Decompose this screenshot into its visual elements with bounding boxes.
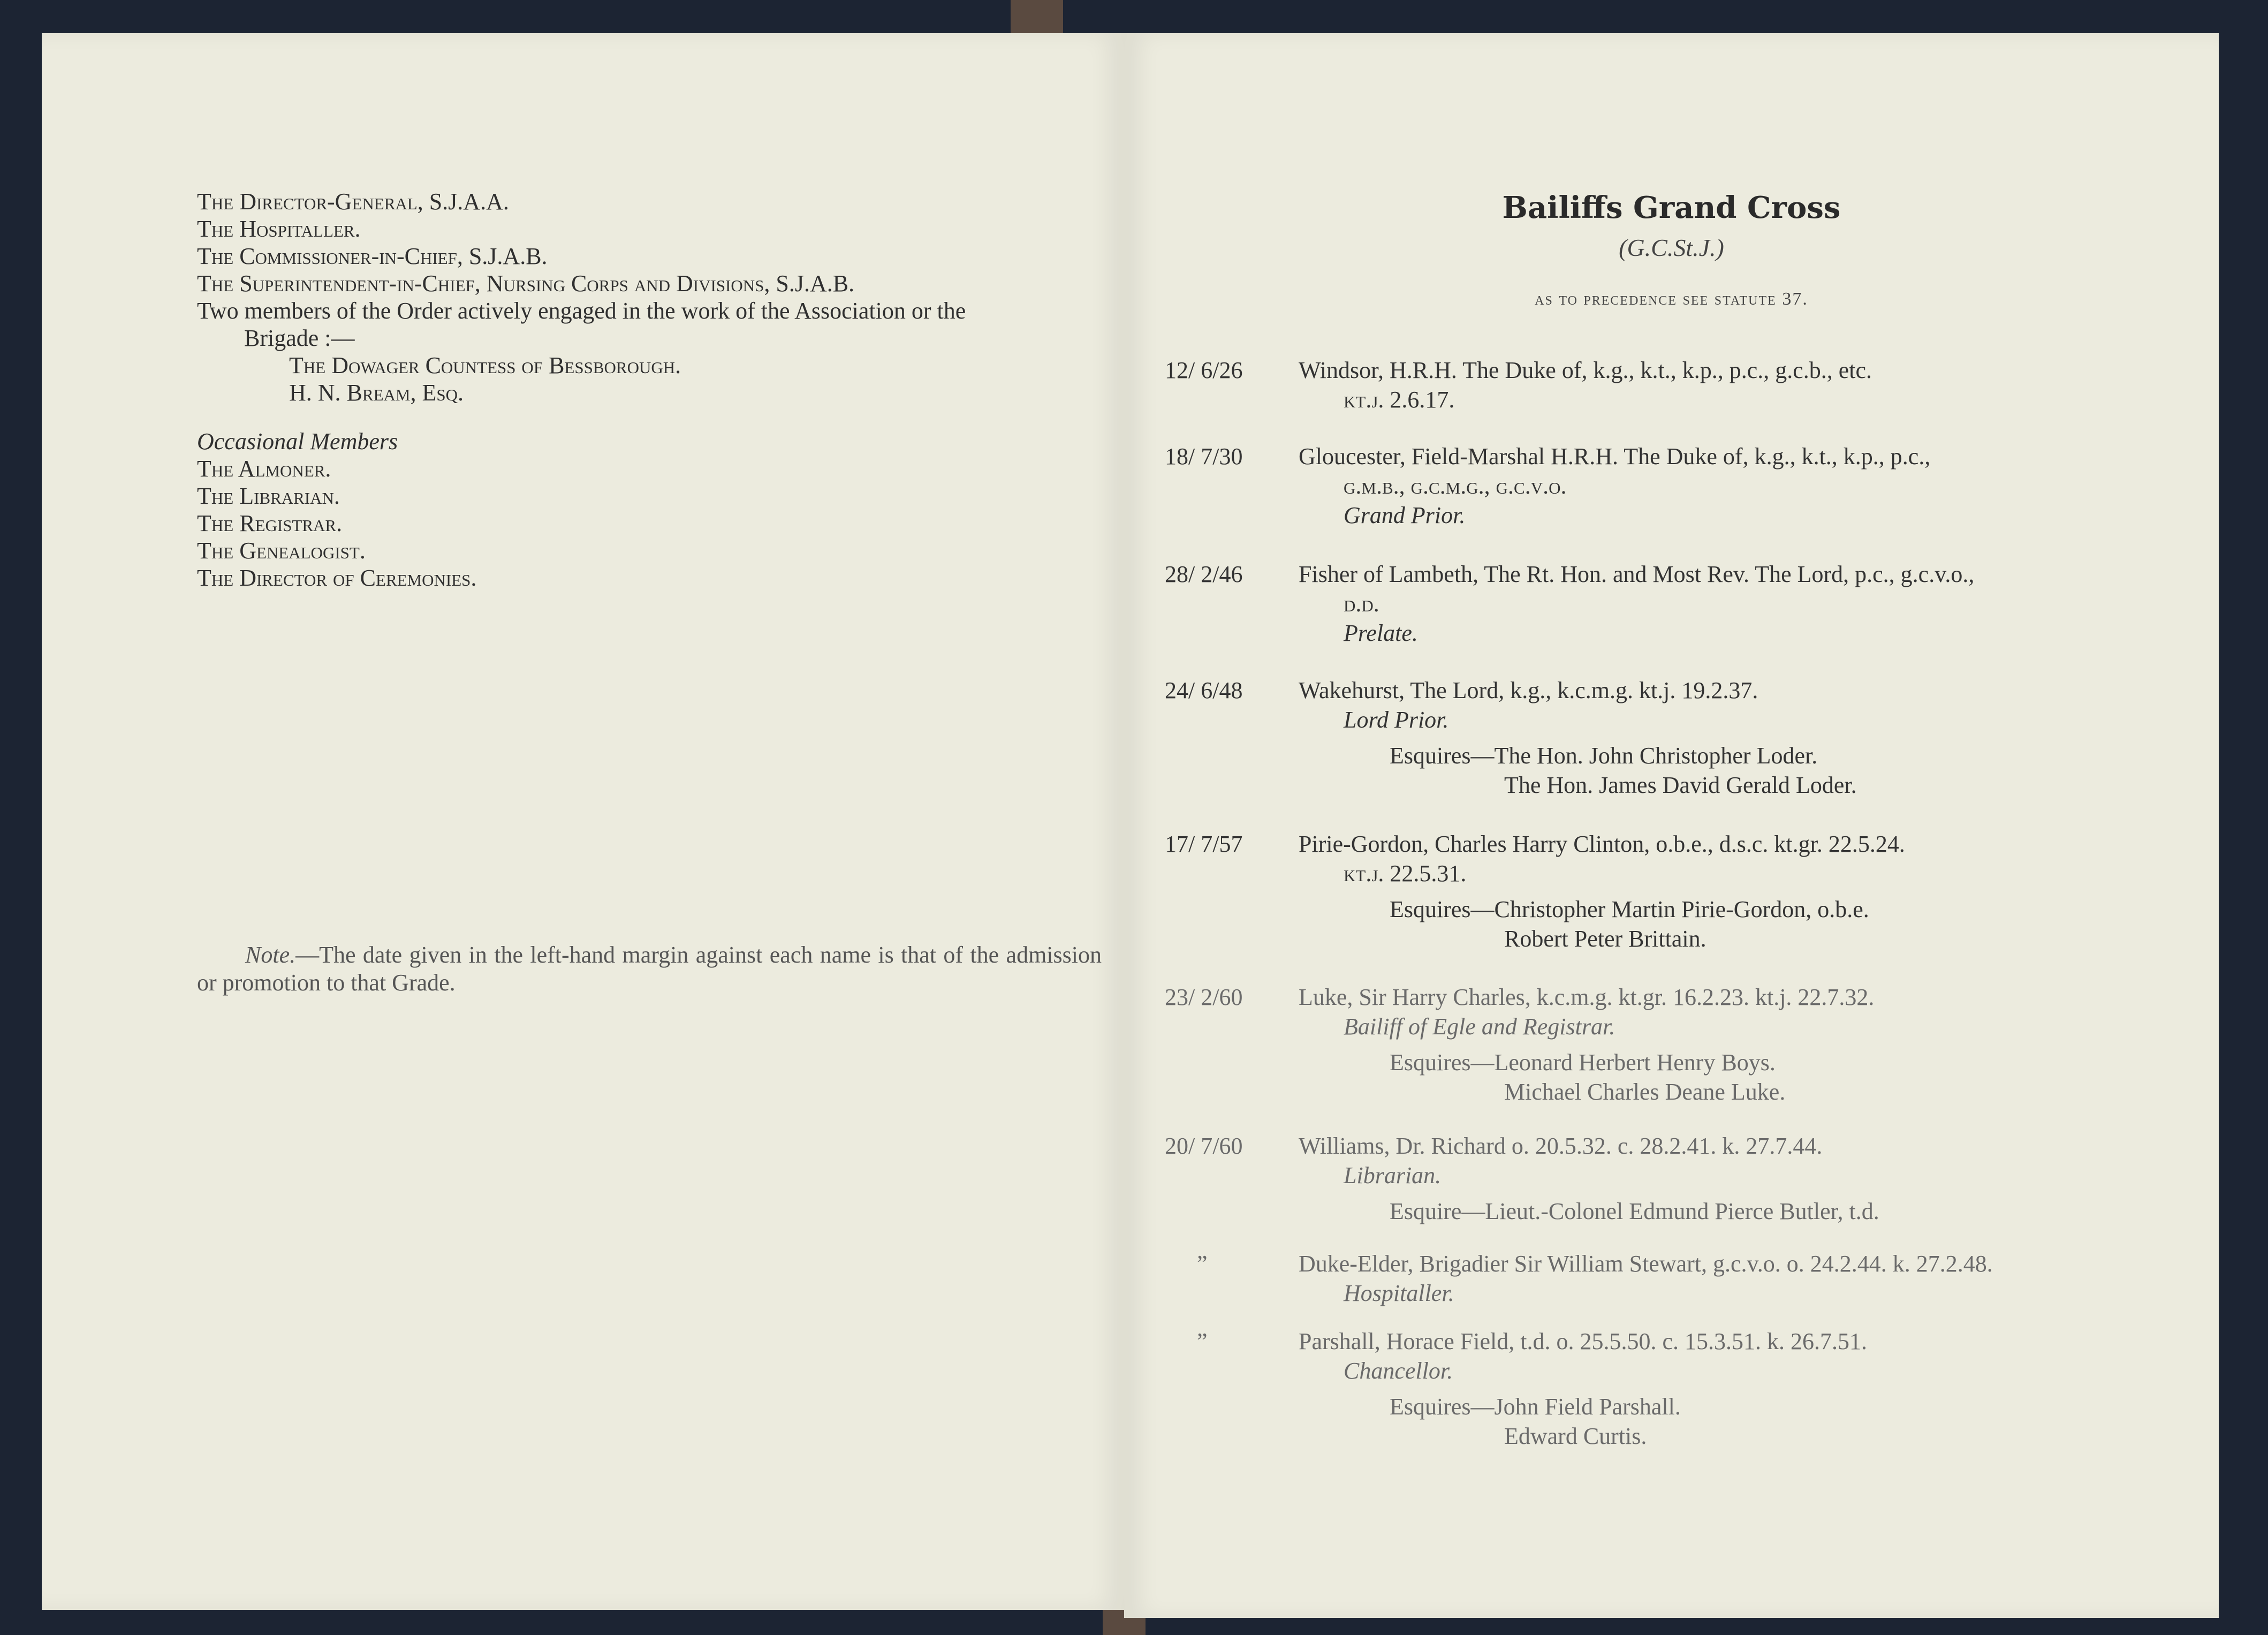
council-line: Brigade :—	[244, 325, 355, 351]
entry-office: Lord Prior.	[1344, 707, 1449, 733]
entry-name: Wakehurst, The Lord, k.g., k.c.m.g. kt.j. 19.2.37.	[1299, 677, 1758, 703]
entry-name: Luke, Sir Harry Charles, k.c.m.g. kt.gr. 16.2.23. kt.j. 22.7.32.	[1299, 984, 1875, 1010]
entry-office: Grand Prior.	[1344, 502, 1466, 528]
entry-date: 24/ 6/48	[1165, 677, 1243, 703]
entry-name: Windsor, H.R.H. The Duke of, k.g., k.t., k.p., p.c., g.c.b., etc.	[1299, 357, 1872, 383]
entry-esquires: The Hon. James David Gerald Loder.	[1504, 772, 1857, 798]
entry-detail: kt.j. 2.6.17.	[1344, 387, 1455, 413]
entry-esquires: Michael Charles Deane Luke.	[1504, 1079, 1786, 1105]
council-member: H. N. Bream, Esq.	[289, 380, 464, 406]
precedence-note: as to precedence see statute 37.	[1535, 289, 1808, 309]
note-text: —The date given in the left-hand margin against each name is that of the admission or promotion to that Grade.	[197, 942, 1102, 996]
entry-date: 12/ 6/26	[1165, 357, 1243, 383]
occasional-heading: Occasional Members	[197, 428, 398, 455]
entry-detail: d.d.	[1344, 591, 1379, 617]
council-line: The Superintendent-in-Chief, Nursing Corps and Divisions, S.J.A.B.	[197, 270, 855, 297]
note-label: Note.	[245, 942, 296, 968]
council-list	[197, 188, 1102, 407]
entry-date: 23/ 2/60	[1165, 984, 1243, 1010]
entry-esquires: Esquires—Leonard Herbert Henry Boys.	[1390, 1049, 1776, 1076]
occasional-member: The Librarian.	[197, 483, 340, 509]
entry-name: Duke-Elder, Brigadier Sir William Stewart, g.c.v.o. o. 24.2.44. k. 27.2.48.	[1299, 1251, 1993, 1277]
council-line: Two members of the Order actively engaged in the work of the Association or the	[197, 298, 966, 324]
occasional-member: The Registrar.	[197, 510, 343, 536]
entry-date: 18/ 7/30	[1165, 443, 1243, 470]
entry-name: Fisher of Lambeth, The Rt. Hon. and Most Rev. The Lord, p.c., g.c.v.o.,	[1299, 561, 1975, 587]
entry-date: 20/ 7/60	[1165, 1133, 1243, 1159]
entry-date: 28/ 2/46	[1165, 561, 1243, 587]
book-spine-top	[1011, 0, 1063, 33]
entry-detail: kt.j. 22.5.31.	[1344, 860, 1467, 887]
entry-office: Bailiff of Egle and Registrar.	[1344, 1013, 1615, 1040]
entry-office: Librarian.	[1344, 1162, 1442, 1189]
entry-date: 17/ 7/57	[1165, 831, 1243, 857]
entry-date: ”	[1197, 1328, 1208, 1354]
entry-detail: g.m.b., g.c.m.g., g.c.v.o.	[1344, 473, 1567, 499]
entry-date: ”	[1197, 1251, 1208, 1277]
entry-esquires: Esquires—The Hon. John Christopher Loder.	[1390, 743, 1818, 769]
entry-esquires: Robert Peter Brittain.	[1504, 926, 1706, 952]
council-line: The Director-General, S.J.A.A.	[197, 188, 509, 215]
entry-esquires: Esquire—Lieut.-Colonel Edmund Pierce Butler, t.d.	[1390, 1198, 1879, 1224]
occasional-member: The Genealogist.	[197, 538, 366, 564]
entry-name: Gloucester, Field-Marshal H.R.H. The Duke of, k.g., k.t., k.p., p.c.,	[1299, 443, 1931, 470]
council-member: The Dowager Countess of Bessborough.	[289, 352, 681, 379]
occasional-members	[197, 428, 476, 592]
entry-name: Parshall, Horace Field, t.d. o. 25.5.50. c. 15.3.51. k. 26.7.51.	[1299, 1328, 1867, 1354]
occasional-member: The Almoner.	[197, 456, 331, 482]
council-line: The Commissioner-in-Chief, S.J.A.B.	[197, 243, 548, 269]
entry-esquires: Esquires—Christopher Martin Pirie-Gordon, o.b.e.	[1390, 896, 1869, 922]
page-subtitle: (G.C.St.J.)	[1619, 234, 1724, 261]
entry-name: Pirie-Gordon, Charles Harry Clinton, o.b.e., d.s.c. kt.gr. 22.5.24.	[1299, 831, 1905, 857]
entry-esquires: Esquires—John Field Parshall.	[1390, 1394, 1681, 1420]
note-paragraph	[197, 941, 1102, 997]
entry-office: Prelate.	[1344, 620, 1418, 646]
entry-name: Williams, Dr. Richard o. 20.5.32. c. 28.2.41. k. 27.7.44.	[1299, 1133, 1823, 1159]
page-title: Bailiffs Grand Cross	[1502, 190, 1841, 225]
entry-office: Chancellor.	[1344, 1358, 1453, 1384]
council-line: The Hospitaller.	[197, 216, 361, 242]
entry-office: Hospitaller.	[1344, 1280, 1454, 1306]
occasional-member: The Director of Ceremonies.	[197, 565, 477, 591]
entry-esquires: Edward Curtis.	[1504, 1423, 1647, 1449]
